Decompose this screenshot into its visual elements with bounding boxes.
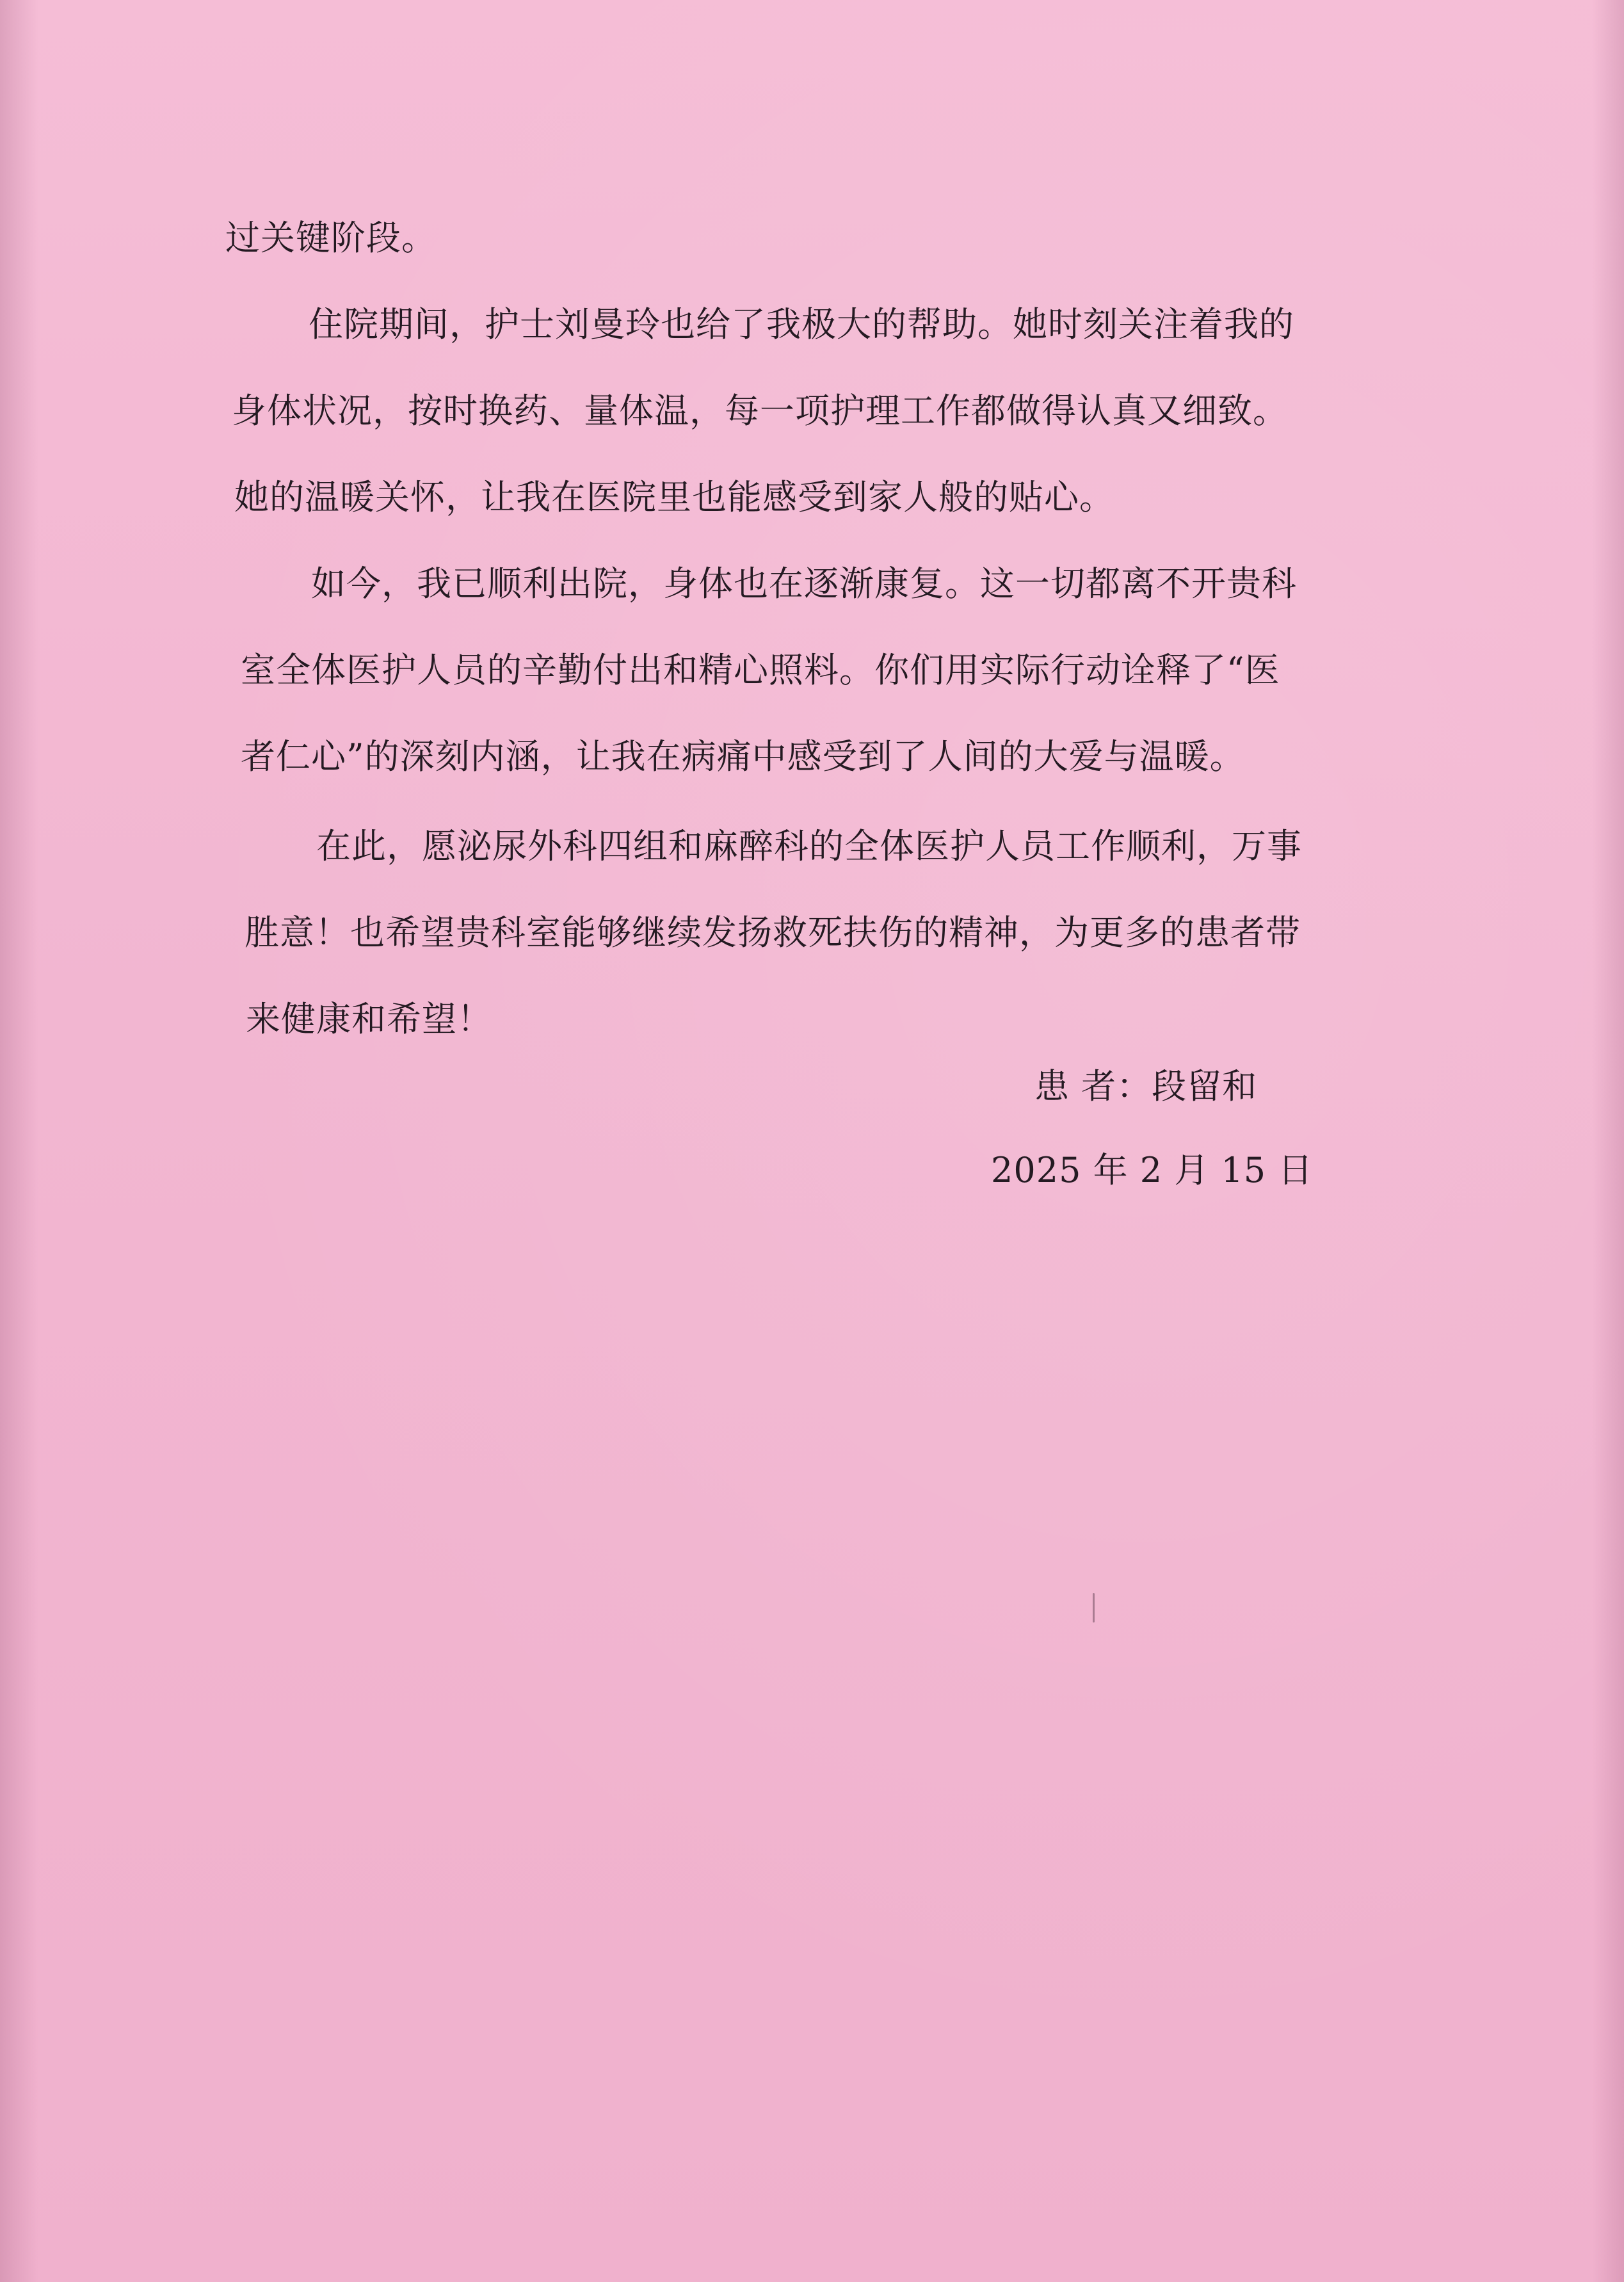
letter-line-10: 来健康和希望！ [246, 999, 492, 1039]
letter-line-4: 她的温暖关怀，让我在医院里也能感受到家人般的贴心。 [234, 477, 1114, 517]
letter-date: 2025 年 2 月 15 日 [991, 1150, 1314, 1190]
letter-line-6: 室全体医护人员的辛勤付出和精心照料。你们用实际行动诠释了“医 [241, 650, 1280, 690]
letter-line-5: 如今，我已顺利出院，身体也在逐渐康复。这一切都离不开贵科 [311, 563, 1297, 604]
page-edge-shadow-left [0, 0, 38, 2282]
letter-line-1: 过关键阶段。 [225, 218, 437, 258]
letter-line-9: 胜意！也希望贵科室能够继续发扬救死扶伤的精神，为更多的患者带 [245, 912, 1301, 953]
page-edge-shadow-right [1592, 0, 1624, 2282]
pen-mark [1093, 1593, 1095, 1622]
letter-line-3: 身体状况，按时换药、量体温，每一项护理工作都做得认真又细致。 [232, 391, 1288, 431]
letter-line-2: 住院期间，护士刘曼玲也给了我极大的帮助。她时刻关注着我的 [309, 304, 1294, 344]
letter-line-8: 在此，愿泌尿外科四组和麻醉科的全体医护人员工作顺利，万事 [316, 826, 1302, 866]
letter-line-7: 者仁心”的深刻内涵，让我在病痛中感受到了人间的大爱与温暖。 [241, 736, 1245, 777]
signature: 患 者：段留和 [1034, 1066, 1258, 1106]
